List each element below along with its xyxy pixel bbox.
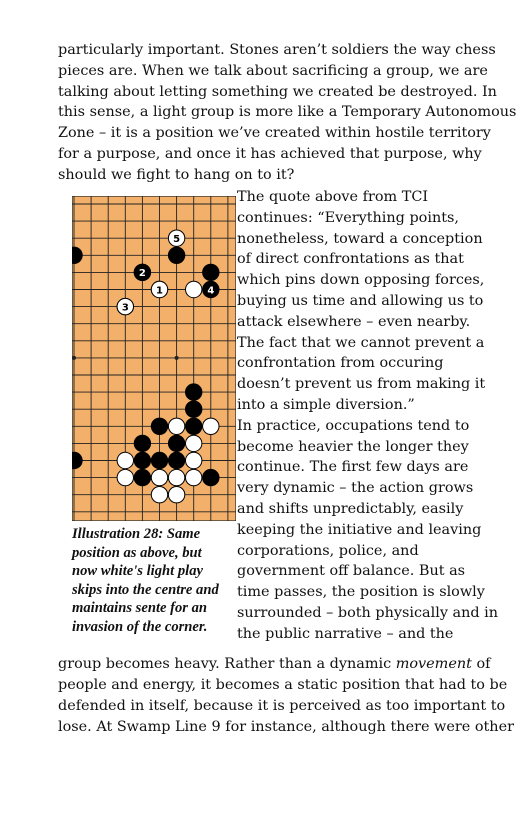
caption-line: invasion of the corner. [72,618,208,635]
text-line: corporations, police, and [237,542,419,559]
text-line: pieces are. When we talk about sacrificing a group, we are [58,62,488,79]
white-stone [168,487,184,503]
text-line: of direct confrontations as that [237,251,464,268]
stone-number-label: 4 [207,285,215,297]
white-stone [117,469,133,485]
text-line: lose. At Swamp Line 9 for instance, although there were other [58,718,514,735]
caption-line: maintains sente for an [72,600,208,616]
white-stone [151,469,167,485]
black-stone [186,401,202,417]
black-stone [168,247,184,263]
text-line: government off balance. But as [237,563,466,580]
caption-line: position as above, but [72,544,202,561]
text-line: talking about letting something we created be destroyed. In [58,83,497,100]
text-line: very dynamic – the action grows [237,480,474,497]
white-stone [117,452,133,468]
text-line: doesn’t prevent us from making it [237,376,486,393]
illustration-caption [72,525,242,636]
black-stone [134,435,150,451]
text-run: group becomes heavy. Rather than a dynamic [58,656,396,672]
text-line: particularly important. Stones aren’t soldiers the way chess [58,42,496,58]
black-stone [203,264,219,280]
black-stone [168,435,184,451]
go-board-diagram [72,196,236,521]
black-stone [151,418,167,434]
caption-line: now white's light play [72,563,203,579]
white-stone [186,435,202,451]
black-stone [168,452,184,468]
stone-number-label: 1 [156,285,163,297]
white-stone [151,487,167,503]
stone-number-label: 5 [173,234,181,245]
white-stone [186,281,202,297]
stone-number-label: 2 [138,268,146,280]
star-point [72,356,76,360]
bottom-line [58,654,490,674]
text-line: this sense, a light group is more like a Temporary Autonomous [58,104,517,121]
text-line: surrounded – both physically and in [237,605,499,621]
white-stone [203,418,219,434]
text-line: In practice, occupations tend to [237,417,470,434]
caption-line: Illustration 28: Same [72,526,201,542]
caption-line: skips into the centre and [72,581,219,598]
text-line: which pins down opposing forces, [237,272,485,289]
white-stone [186,469,202,485]
white-stone [168,418,184,434]
white-stone [186,452,202,468]
text-run: of [471,656,491,672]
emphasis-word: movement [395,656,472,672]
black-stone [186,384,202,400]
text-line: Zone – it is a position we’ve created within hostile territory [58,125,491,142]
black-stone [151,452,167,468]
white-stone [168,469,184,485]
text-line: should we fight to hang on to it? [58,166,295,183]
text-line: into a simple diversion.” [237,397,415,413]
text-line: keeping the initiative and leaving [237,521,482,538]
stone-number-label: 3 [121,302,129,314]
text-line: attack elsewhere – even nearby. [237,313,471,330]
black-stone [134,469,150,485]
black-stone [203,469,219,485]
text-line: for a purpose, and once it has achieved that purpose, why [58,146,482,162]
text-line: people and energy, it becomes a static position that had to be [58,677,508,693]
text-line: time passes, the position is slowly [237,584,485,601]
text-line: continue. The first few days are [237,459,469,476]
text-line: confrontation from occuring [237,355,444,372]
star-point [175,356,179,360]
text-line: buying us time and allowing us to [237,293,484,309]
text-line: the public narrative – and the [237,625,454,642]
text-line: nonetheless, toward a conception [237,230,483,247]
text-line: continues: “Everything points, [237,209,459,226]
text-line: and shifts unpredictably, easily [237,501,464,517]
text-line: become heavier the longer they [237,438,469,455]
text-line: The quote above from TCI [237,189,429,205]
black-stone [134,452,150,468]
black-stone [186,418,202,434]
text-line: The fact that we cannot prevent a [237,334,485,351]
text-line: defended in itself, because it is perceived as too important to [58,697,506,714]
